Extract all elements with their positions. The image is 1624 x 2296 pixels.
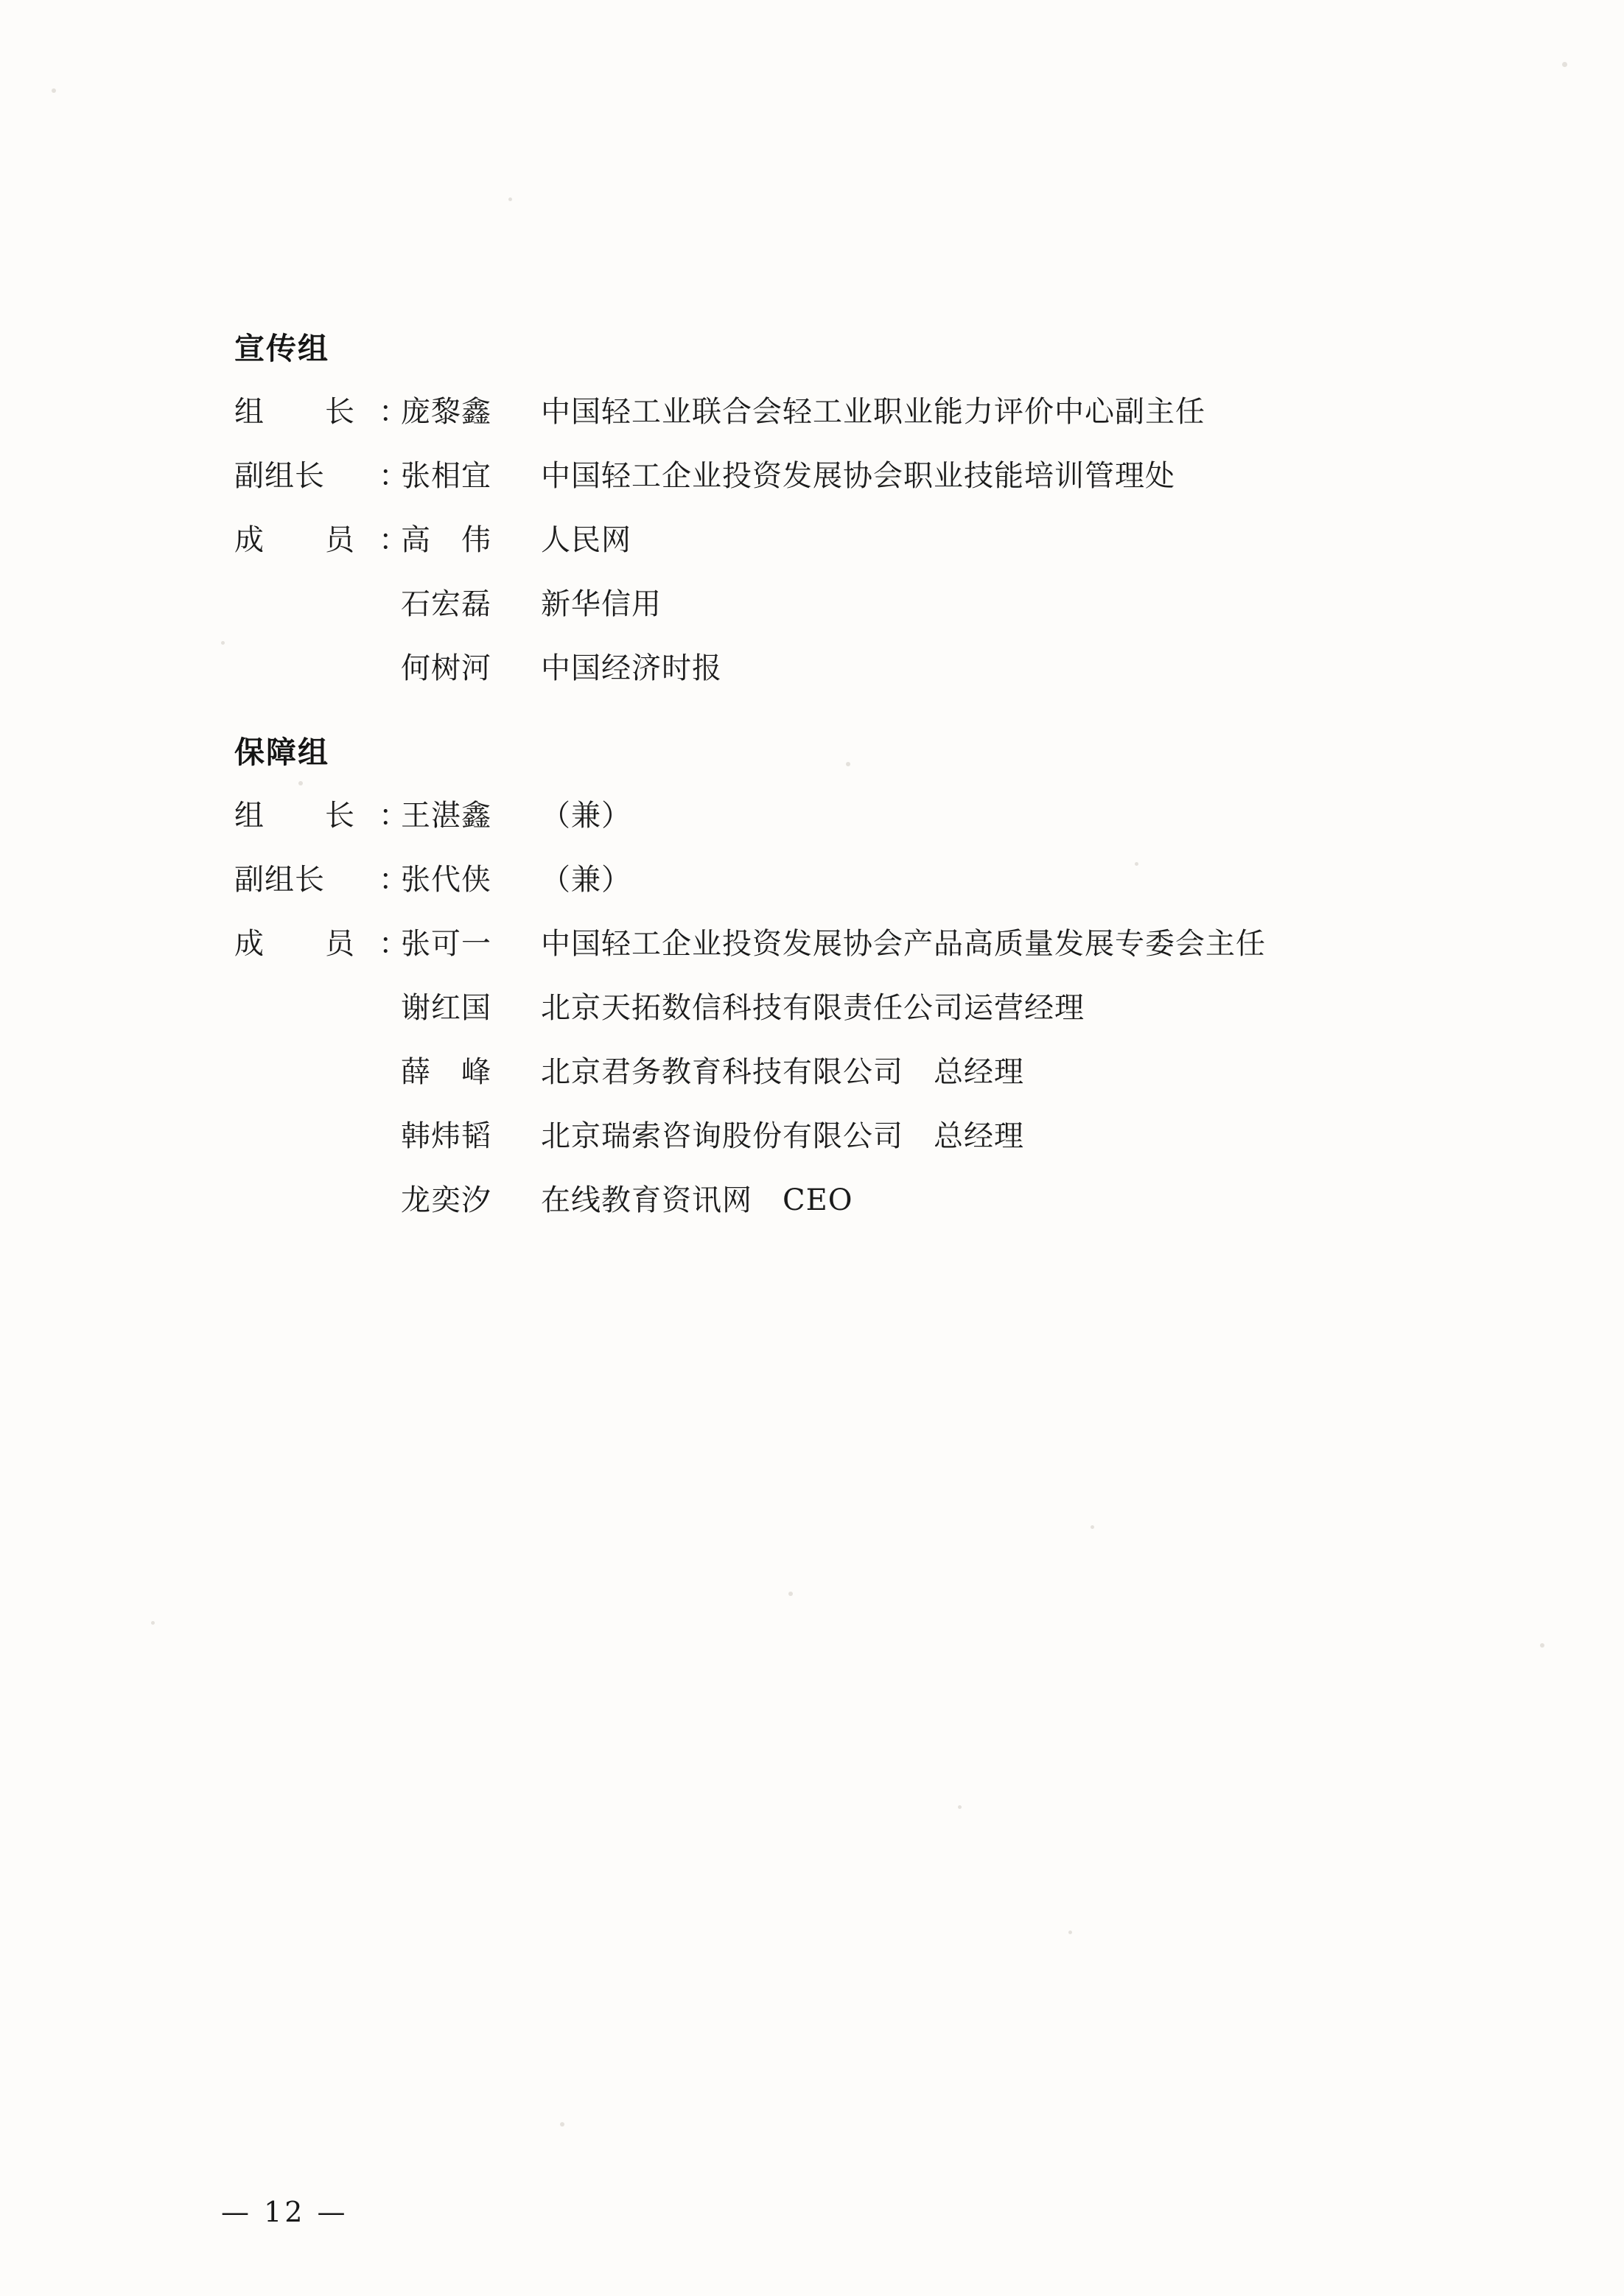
person-org: 中国轻工企业投资发展协会职业技能培训管理处	[541, 459, 1175, 493]
role-colon: ：	[379, 799, 408, 833]
page-number: — 12 —	[221, 2196, 349, 2228]
role-colon: ：	[379, 927, 408, 961]
member-row	[401, 1177, 1443, 1219]
person-org: 中国轻工企业投资发展协会产品高质量发展专委会主任	[541, 927, 1266, 961]
document-body	[234, 324, 1443, 1241]
scan-speck	[221, 641, 225, 645]
role-label: 组 长	[234, 799, 355, 833]
person-name: 谢红国	[401, 991, 491, 1025]
member-row	[401, 1049, 1443, 1091]
person-name: 石宏磊	[401, 587, 491, 621]
member-row	[234, 452, 1443, 494]
person-name: 薛 峰	[401, 1055, 491, 1089]
member-row	[234, 388, 1443, 430]
person-name: 龙奕汐	[401, 1183, 491, 1217]
scan-speck	[508, 197, 512, 201]
person-org: 新华信用	[541, 587, 662, 621]
role-colon: ：	[379, 863, 408, 897]
section-title-support: 保障组	[234, 735, 329, 770]
person-org: （兼）	[541, 799, 631, 833]
section-title-publicity: 宣传组	[234, 331, 329, 366]
person-org: （兼）	[541, 863, 631, 897]
member-row	[234, 856, 1443, 898]
role-label: 副组长	[234, 459, 325, 493]
scan-speck	[560, 2122, 564, 2127]
person-name: 高 伟	[401, 523, 491, 557]
person-name: 韩炜韬	[401, 1119, 491, 1153]
scan-speck	[52, 88, 56, 93]
member-row	[234, 920, 1443, 962]
scan-speck	[151, 1621, 155, 1625]
scan-speck	[1068, 1931, 1072, 1934]
member-row	[234, 517, 1443, 559]
member-row	[401, 984, 1443, 1026]
role-label: 成 员	[234, 927, 355, 961]
person-name: 张代侠	[401, 863, 491, 897]
member-row	[401, 1113, 1443, 1155]
scan-speck	[1091, 1525, 1094, 1529]
person-name: 何树河	[401, 651, 491, 685]
scan-speck	[1540, 1643, 1544, 1648]
role-label: 副组长	[234, 863, 325, 897]
person-org: 北京君务教育科技有限公司 总经理	[541, 1055, 1024, 1089]
role-label: 成 员	[234, 523, 355, 557]
person-name: 张相宜	[401, 459, 491, 493]
person-org: 在线教育资讯网 CEO	[541, 1183, 853, 1217]
role-colon: ：	[379, 459, 408, 493]
member-row	[234, 792, 1443, 834]
scan-speck	[958, 1805, 962, 1809]
person-org: 中国轻工业联合会轻工业职业能力评价中心副主任	[541, 395, 1205, 429]
role-label: 组 长	[234, 395, 355, 429]
person-org: 北京瑞索咨询股份有限公司 总经理	[541, 1119, 1024, 1153]
person-name: 张可一	[401, 927, 491, 961]
person-org: 北京天拓数信科技有限责任公司运营经理	[541, 991, 1085, 1025]
scan-speck	[788, 1592, 793, 1596]
role-colon: ：	[379, 523, 408, 557]
member-row	[401, 645, 1443, 687]
scan-speck	[1562, 62, 1567, 67]
person-org: 中国经济时报	[541, 651, 722, 685]
person-org: 人民网	[541, 523, 631, 557]
role-colon: ：	[379, 395, 408, 429]
member-row	[401, 581, 1443, 623]
person-name: 庞黎鑫	[401, 395, 491, 429]
person-name: 王湛鑫	[401, 799, 491, 833]
